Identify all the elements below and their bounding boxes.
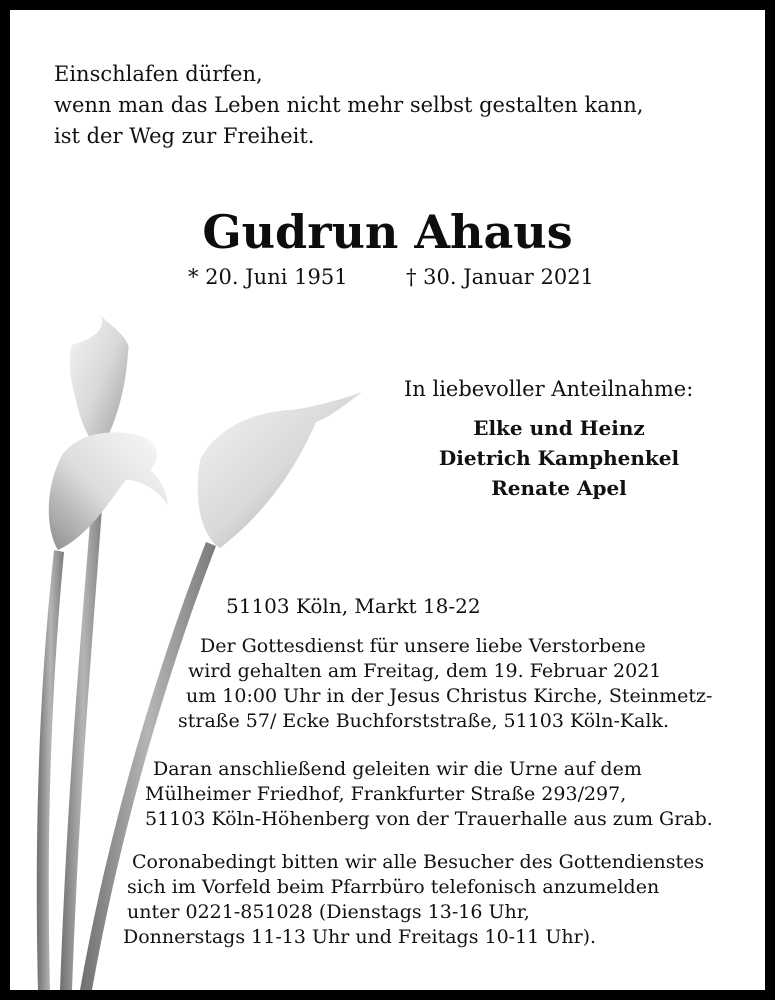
family-address: 51103 Köln, Markt 18-22 [226,594,481,618]
mourner-name: Dietrich Kamphenkel [438,446,680,470]
service-line: wird gehalten am Freitag, dem 19. Februar 2021 [188,660,662,682]
burial-line: 51103 Köln-Höhenberg von der Trauerhalle aus zum Grab. [145,808,713,830]
corona-line: sich im Vorfeld beim Pfarrbüro telefonisch anzumelden [127,876,660,898]
mourner-name: Renate Apel [491,476,627,500]
motto-verse [54,59,643,152]
service-line: straße 57/ Ecke Buchforststraße, 51103 Köln-Kalk. [178,710,670,732]
service-line: Der Gottesdienst für unsere liebe Verstorbene [200,635,646,657]
mourner-names [394,413,724,503]
mourner-name: Elke und Heinz [473,416,645,440]
burial-details [145,757,713,832]
corona-line: unter 0221-851028 (Dienstags 13-16 Uhr, [127,901,530,923]
service-details [178,634,712,734]
corona-notice [123,850,704,950]
lily-flower [70,315,129,450]
lily-flower [49,432,168,550]
lily-flower [198,392,362,548]
condolence-heading: In liebevoller Anteilnahme: [404,377,694,401]
lily-stem [37,550,64,990]
birth-date: * 20. Juni 1951 [188,265,348,289]
motto-line: wenn man das Leben nicht mehr selbst gestalten kann, [54,93,644,117]
burial-line: Daran anschließend geleiten wir die Urne auf dem [153,758,642,780]
motto-line: Einschlafen dürfen, [54,62,263,86]
service-line: um 10:00 Uhr in der Jesus Christus Kirche, Steinmetz- [186,685,713,707]
deceased-name: Gudrun Ahaus [202,205,573,259]
corona-line: Donnerstags 11-13 Uhr und Freitags 10-11 Uhr). [123,926,597,948]
death-date: † 30. Januar 2021 [406,265,594,289]
corona-line: Coronabedingt bitten wir alle Besucher des Gottendienstes [132,851,705,873]
burial-line: Mülheimer Friedhof, Frankfurter Straße 293/297, [145,783,627,805]
motto-line: ist der Weg zur Freiheit. [54,124,315,148]
